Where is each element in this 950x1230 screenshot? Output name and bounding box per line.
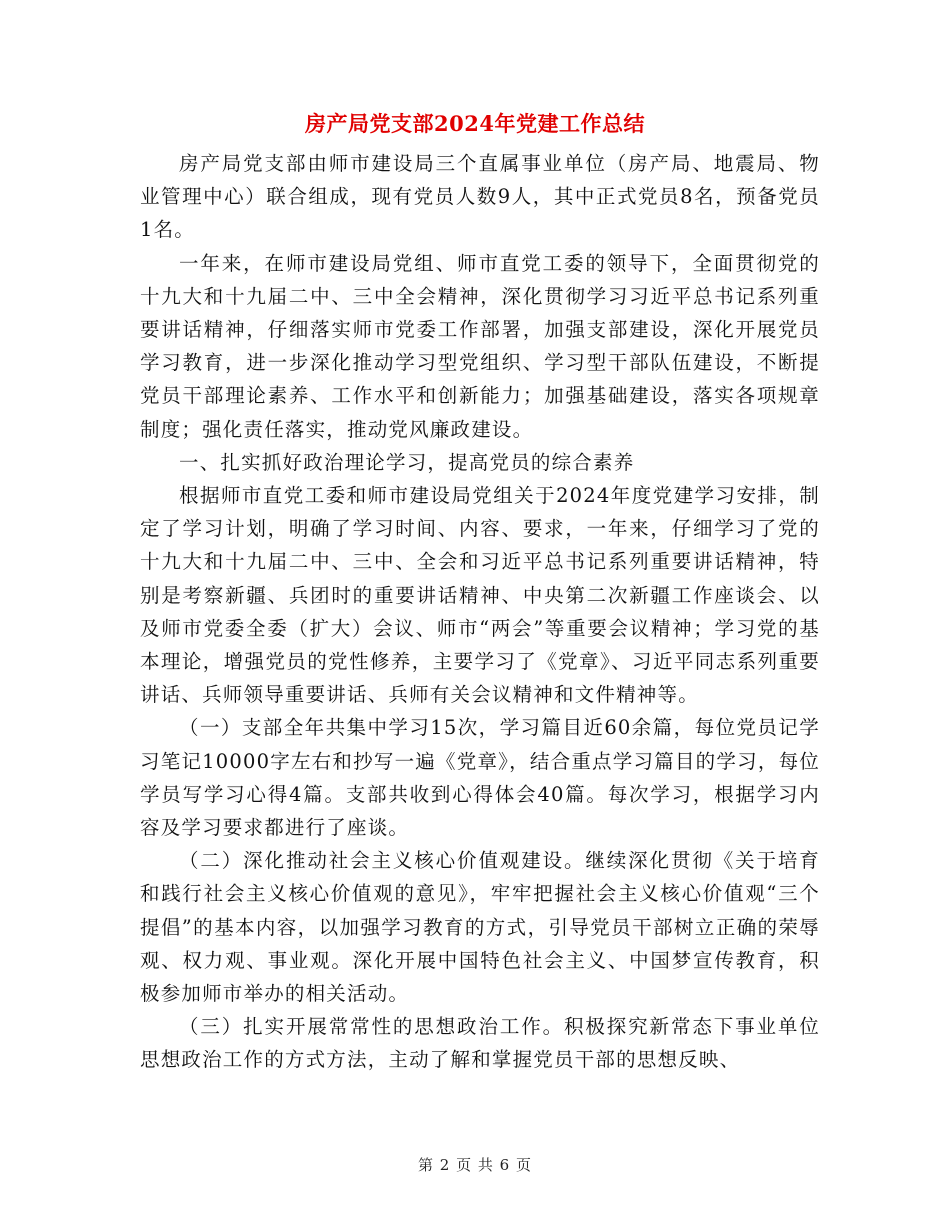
paragraph-item-1: （一）支部全年共集中学习15次，学习篇目近60余篇，每位党员记学习笔记10000字左右和抄写一遍《党章》，结合重点学习篇目的学习，每位学员写学习心得4篇。支部共收到心得体会40篇。每次学习，根据学习内容及学习要求都进行了座谈。 [140,716,820,840]
paragraph-overview: 一年来，在师市建设局党组、师市直党工委的领导下，全面贯彻党的十九大和十九届二中、三中全会精神，深化贯彻学习习近平总书记系列重要讲话精神，仔细落实师市党委工作部署，加强支部建设，深化开展党员学习教育，进一步深化推动学习型党组织、学习型干部队伍建设，不断提党员干部理论素养、工作水平和创新能力；加强基础建设，落实各项规章制度；强化责任落实，推动党风廉政建设。 [140,251,820,441]
section-heading-1: 一、扎实抓好政治理论学习，提高党员的综合素养 [179,450,635,474]
paragraph-item-3: （三）扎实开展常常性的思想政治工作。积极探究新常态下事业单位思想政治工作的方式方法，主动了解和掌握党员干部的思想反映、 [140,1015,820,1072]
paragraph-intro: 房产局党支部由师市建设局三个直属事业单位（房产局、地震局、物业管理中心）联合组成，现有党员人数9人，其中正式党员8名，预备党员1名。 [140,152,820,242]
paragraph-item-2: （二）深化推动社会主义核心价值观建设。继续深化贯彻《关于培育和践行社会主义核心价值观的意见》，牢牢把握社会主义核心价值观“三个提倡”的基本内容，以加强学习教育的方式，引导党员干部树立正确的荣辱观、权力观、事业观。深化开展中国特色社会主义、中国梦宣传教育，积极参加师市举办的相关活动。 [140,849,820,1006]
document-body [140,147,820,1077]
page-title: 房产局党支部2024年党建工作总结 [305,111,645,136]
page-footer: 第 2 页 共 6 页 [418,1156,532,1174]
paragraph-study-plan: 根据师市直党工委和师市建设局党组关于2024年度党建学习安排，制定了学习计划，明确了学习时间、内容、要求，一年来，仔细学习了党的十九大和十九届二中、三中、全会和习近平总书记系列重要讲话精神，特别是考察新疆、兵团时的重要讲话精神、中央第二次新疆工作座谈会、以及师市党委全委（扩大）会议、师市“两会”等重要会议精神；学习党的基本理论，增强党员的党性修养，主要学习了《党章》、习近平同志系列重要讲话、兵师领导重要讲话、兵师有关会议精神和文件精神等。 [140,484,820,707]
